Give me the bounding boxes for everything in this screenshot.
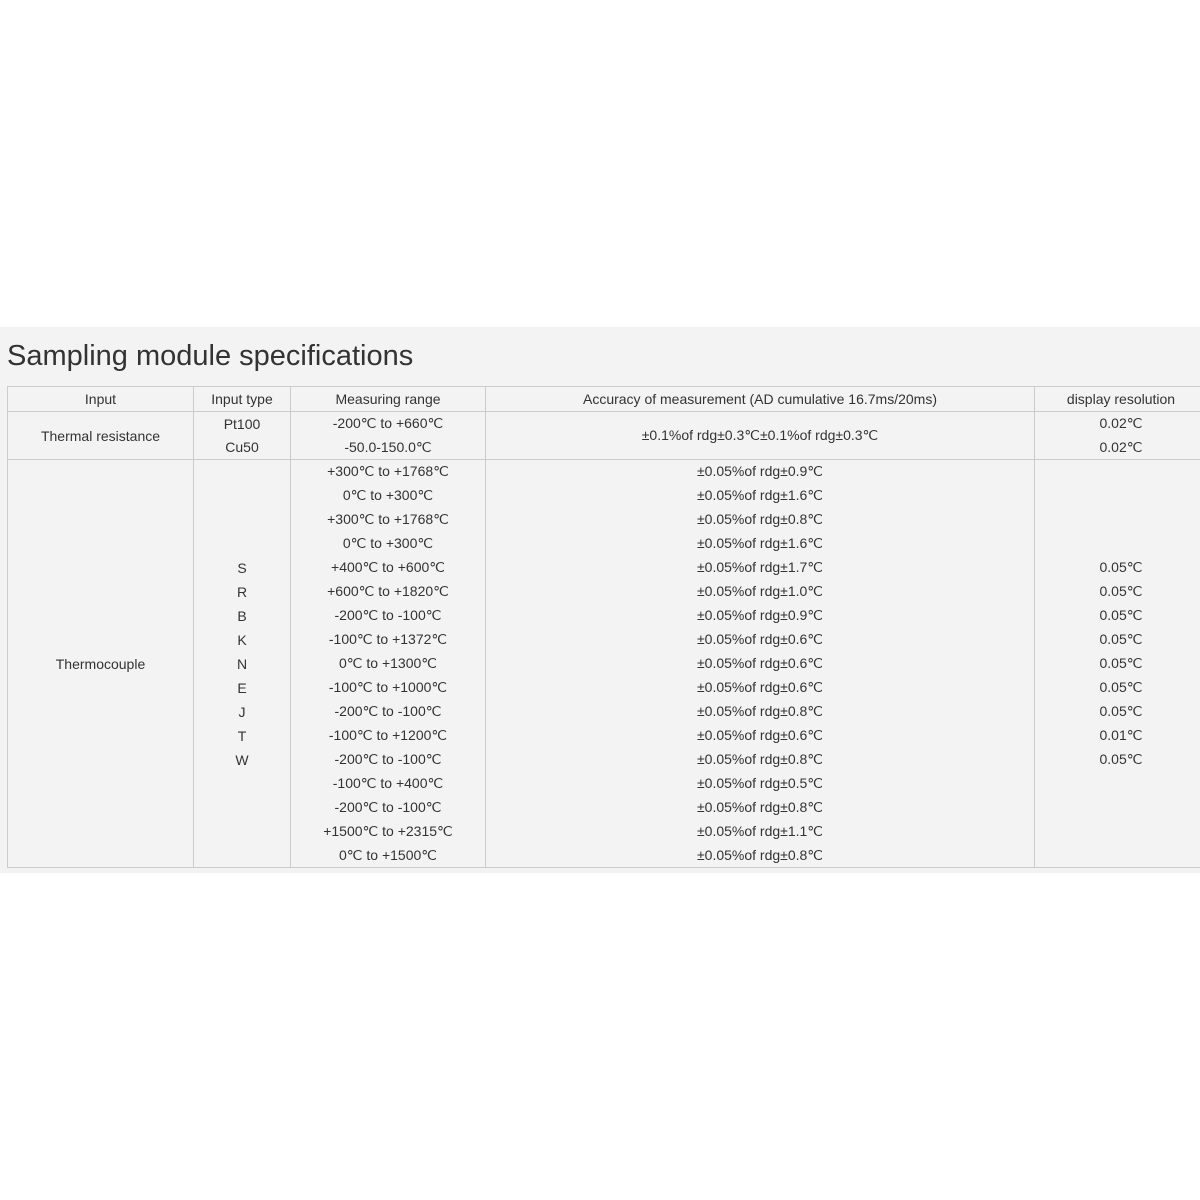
table-body — [8, 412, 1200, 868]
resolution-cell: 0.05℃ — [1035, 628, 1200, 652]
resolution-cell — [1035, 460, 1200, 484]
measuring-range-cell: -200℃ to -100℃ — [291, 604, 486, 628]
accuracy-cell: ±0.05%of rdg±1.6℃ — [486, 532, 1035, 556]
measuring-range-cell: -100℃ to +1372℃ — [291, 628, 486, 652]
accuracy-cell: ±0.05%of rdg±0.6℃ — [486, 652, 1035, 676]
input-type-cell: Cu50 — [194, 436, 291, 460]
input-type-cell — [194, 796, 291, 820]
header-input: Input — [8, 387, 194, 412]
accuracy-cell: ±0.05%of rdg±0.8℃ — [486, 844, 1035, 868]
resolution-cell: 0.05℃ — [1035, 652, 1200, 676]
measuring-range-cell: 0℃ to +1500℃ — [291, 844, 486, 868]
measuring-range-cell: +600℃ to +1820℃ — [291, 580, 486, 604]
input-type-cell: B — [194, 604, 291, 628]
accuracy-cell: ±0.05%of rdg±0.8℃ — [486, 700, 1035, 724]
measuring-range-cell: -100℃ to +1000℃ — [291, 676, 486, 700]
input-type-cell — [194, 508, 291, 532]
input-type-cell: E — [194, 676, 291, 700]
accuracy-cell: ±0.05%of rdg±1.1℃ — [486, 820, 1035, 844]
accuracy-cell: ±0.05%of rdg±0.8℃ — [486, 796, 1035, 820]
resolution-cell: 0.05℃ — [1035, 580, 1200, 604]
input-type-cell — [194, 820, 291, 844]
input-type-cell — [194, 532, 291, 556]
measuring-range-cell: +300℃ to +1768℃ — [291, 460, 486, 484]
input-type-cell: K — [194, 628, 291, 652]
measuring-range-cell: 0℃ to +300℃ — [291, 484, 486, 508]
accuracy-cell: ±0.05%of rdg±0.6℃ — [486, 724, 1035, 748]
resolution-cell — [1035, 844, 1200, 868]
input-type-cell: R — [194, 580, 291, 604]
resolution-cell — [1035, 796, 1200, 820]
group-label-thermocouple: Thermocouple — [8, 460, 194, 868]
input-type-cell — [194, 460, 291, 484]
measuring-range-cell: -50.0-150.0℃ — [291, 436, 486, 460]
table-header — [8, 387, 1200, 412]
accuracy-cell: ±0.05%of rdg±0.9℃ — [486, 604, 1035, 628]
resolution-cell — [1035, 484, 1200, 508]
resolution-cell: 0.05℃ — [1035, 556, 1200, 580]
input-type-cell: Pt100 — [194, 412, 291, 436]
resolution-cell: 0.02℃ — [1035, 412, 1200, 436]
accuracy-cell: ±0.05%of rdg±1.0℃ — [486, 580, 1035, 604]
input-type-cell — [194, 772, 291, 796]
header-measuring-range: Measuring range — [291, 387, 486, 412]
header-display-resolution: display resolution — [1035, 387, 1200, 412]
resolution-cell — [1035, 508, 1200, 532]
measuring-range-cell: -200℃ to +660℃ — [291, 412, 486, 436]
page-title: Sampling module specifications — [7, 340, 414, 372]
measuring-range-cell: 0℃ to +1300℃ — [291, 652, 486, 676]
input-type-cell: S — [194, 556, 291, 580]
resolution-cell — [1035, 820, 1200, 844]
resolution-cell: 0.05℃ — [1035, 748, 1200, 772]
measuring-range-cell: -200℃ to -100℃ — [291, 796, 486, 820]
measuring-range-cell: +400℃ to +600℃ — [291, 556, 486, 580]
header-accuracy: Accuracy of measurement (AD cumulative 16.7ms/20ms) — [486, 387, 1035, 412]
accuracy-cell-thermal-resistance: ±0.1%of rdg±0.3℃±0.1%of rdg±0.3℃ — [486, 412, 1035, 460]
resolution-cell: 0.05℃ — [1035, 604, 1200, 628]
accuracy-cell: ±0.05%of rdg±0.6℃ — [486, 676, 1035, 700]
input-type-cell: J — [194, 700, 291, 724]
measuring-range-cell: +1500℃ to +2315℃ — [291, 820, 486, 844]
table-row — [8, 412, 1200, 436]
accuracy-cell: ±0.05%of rdg±0.9℃ — [486, 460, 1035, 484]
measuring-range-cell: +300℃ to +1768℃ — [291, 508, 486, 532]
accuracy-cell: ±0.05%of rdg±0.6℃ — [486, 628, 1035, 652]
resolution-cell — [1035, 772, 1200, 796]
resolution-cell: 0.05℃ — [1035, 676, 1200, 700]
measuring-range-cell: -100℃ to +1200℃ — [291, 724, 486, 748]
input-type-cell: T — [194, 724, 291, 748]
spec-table — [7, 386, 1200, 868]
resolution-cell: 0.01℃ — [1035, 724, 1200, 748]
accuracy-cell: ±0.05%of rdg±1.7℃ — [486, 556, 1035, 580]
resolution-cell: 0.05℃ — [1035, 700, 1200, 724]
input-type-cell — [194, 484, 291, 508]
measuring-range-cell: -100℃ to +400℃ — [291, 772, 486, 796]
measuring-range-cell: 0℃ to +300℃ — [291, 532, 486, 556]
measuring-range-cell: -200℃ to -100℃ — [291, 748, 486, 772]
group-label-thermal-resistance: Thermal resistance — [8, 412, 194, 460]
resolution-cell — [1035, 532, 1200, 556]
accuracy-cell: ±0.05%of rdg±0.5℃ — [486, 772, 1035, 796]
input-type-cell — [194, 844, 291, 868]
accuracy-cell: ±0.05%of rdg±0.8℃ — [486, 508, 1035, 532]
table-row — [8, 460, 1200, 484]
accuracy-cell: ±0.05%of rdg±0.8℃ — [486, 748, 1035, 772]
header-input-type: Input type — [194, 387, 291, 412]
accuracy-cell: ±0.05%of rdg±1.6℃ — [486, 484, 1035, 508]
input-type-cell: W — [194, 748, 291, 772]
input-type-cell: N — [194, 652, 291, 676]
measuring-range-cell: -200℃ to -100℃ — [291, 700, 486, 724]
resolution-cell: 0.02℃ — [1035, 436, 1200, 460]
